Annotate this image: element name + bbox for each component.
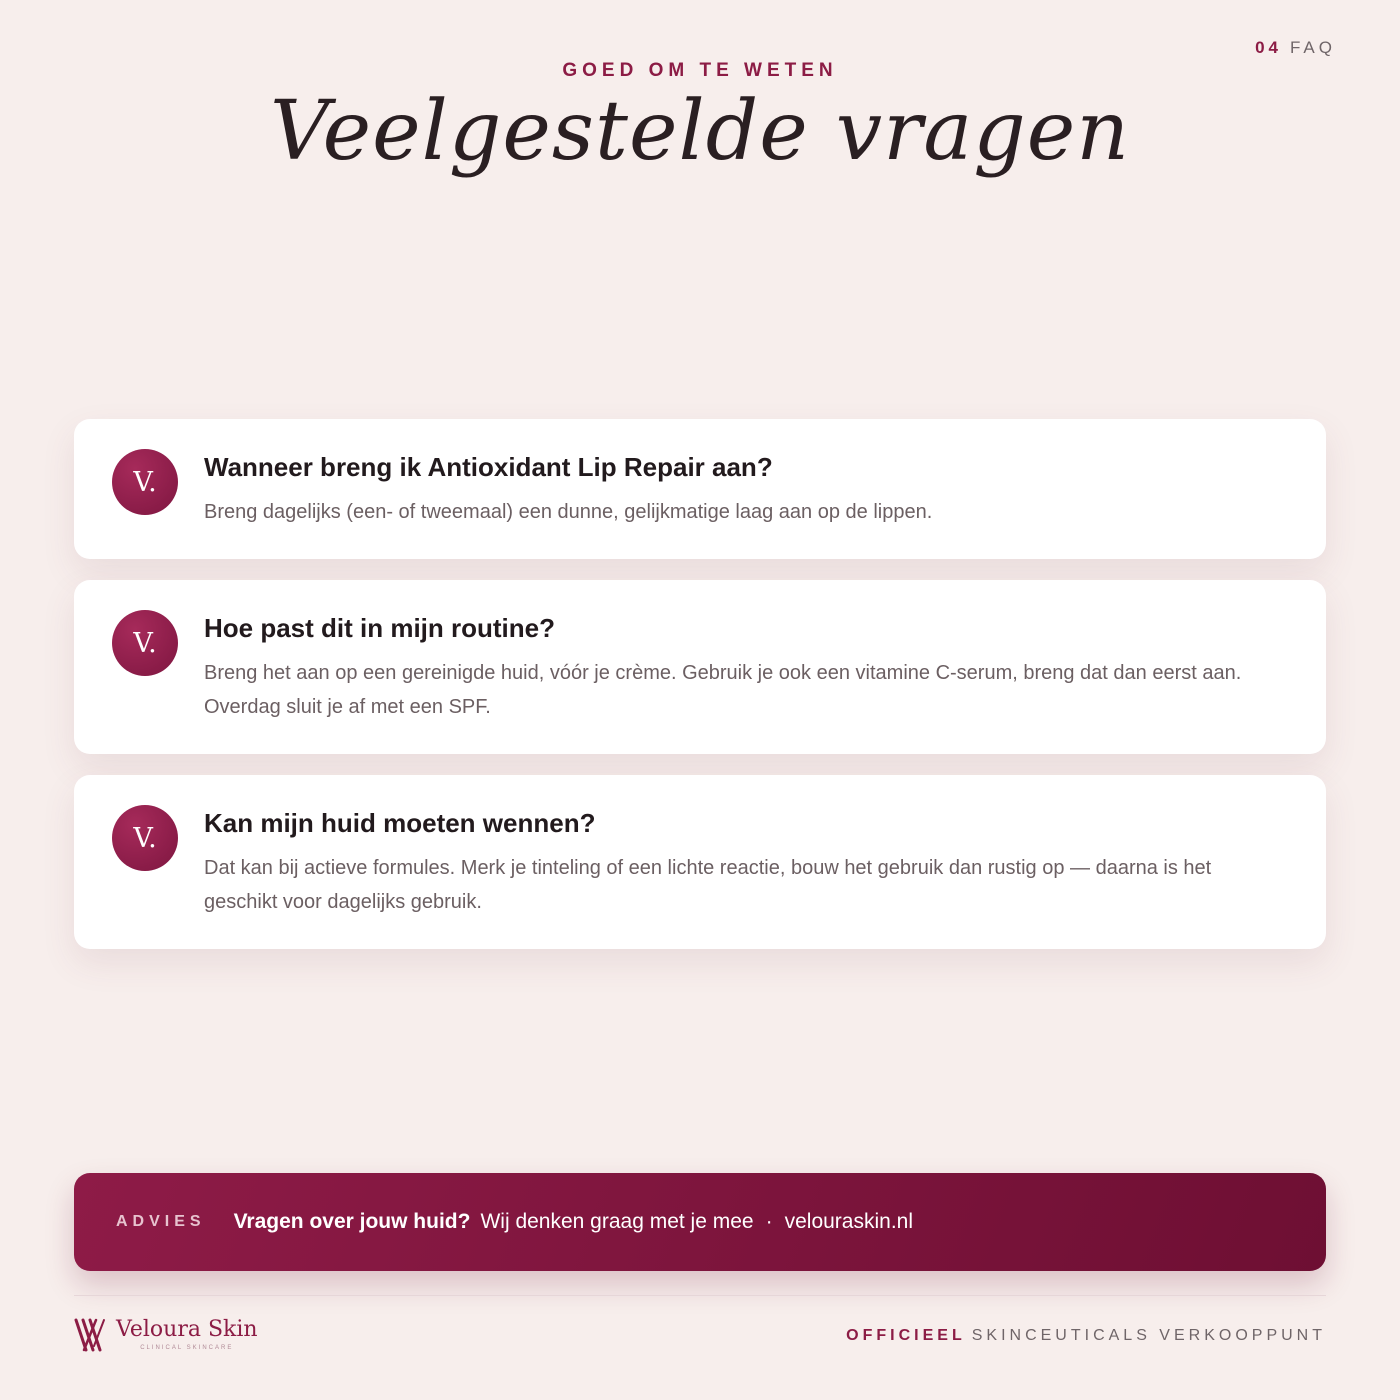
page-number: 04 bbox=[1255, 38, 1282, 57]
section-eyebrow: GOED OM TE WETEN bbox=[562, 60, 838, 81]
faq-item bbox=[74, 419, 1326, 559]
brand-name: Veloura Skin bbox=[116, 1317, 258, 1342]
official-label: OFFICIEEL bbox=[846, 1327, 966, 1344]
faq-list bbox=[74, 419, 1326, 970]
advice-separator: · bbox=[765, 1210, 773, 1233]
brand-logo bbox=[74, 1318, 258, 1352]
page-indicator bbox=[1255, 38, 1336, 58]
faq-question: Hoe past dit in mijn routine? bbox=[204, 613, 555, 643]
veloura-monogram-icon bbox=[74, 1318, 106, 1352]
website-link[interactable]: velouraskin.nl bbox=[784, 1210, 913, 1233]
faq-question: Kan mijn huid moeten wennen? bbox=[204, 808, 596, 838]
footer-divider bbox=[74, 1295, 1326, 1296]
faq-item bbox=[74, 580, 1326, 754]
question-badge-icon: V. bbox=[112, 805, 178, 871]
faq-answer: Breng dagelijks (een- of tweemaal) een dunne, gelijkmatige laag aan op de lippen. bbox=[204, 501, 933, 523]
faq-question: Wanneer breng ik Antioxidant Lip Repair aan? bbox=[204, 452, 773, 482]
question-badge-icon: V. bbox=[112, 449, 178, 515]
advice-banner[interactable] bbox=[74, 1173, 1326, 1271]
faq-answer: Breng het aan op een gereinigde huid, vóór je crème. Gebruik je ook een vitamine C-serum, breng dat dan eerst aan. Overdag sluit je af met een SPF. bbox=[204, 662, 1242, 718]
page-title: Veelgestelde vragen bbox=[269, 84, 1131, 179]
brand-tagline: CLINICAL SKINCARE bbox=[140, 1345, 234, 1351]
advice-tag: ADVIES bbox=[116, 1213, 206, 1230]
faq-item bbox=[74, 775, 1326, 949]
faq-answer: Dat kan bij actieve formules. Merk je tinteling of een lichte reactie, bouw het gebruik dan rustig op — daarna is het geschikt voor dagelijks gebruik. bbox=[204, 857, 1212, 913]
official-reseller-badge bbox=[846, 1327, 1326, 1345]
question-badge-icon: V. bbox=[112, 610, 178, 676]
page-label: FAQ bbox=[1289, 38, 1336, 57]
advice-headline: Vragen over jouw huid? bbox=[233, 1210, 471, 1233]
advice-text: Wij denken graag met je mee bbox=[480, 1210, 754, 1233]
reseller-label: SKINCEUTICALS VERKOOPPUNT bbox=[971, 1327, 1326, 1344]
